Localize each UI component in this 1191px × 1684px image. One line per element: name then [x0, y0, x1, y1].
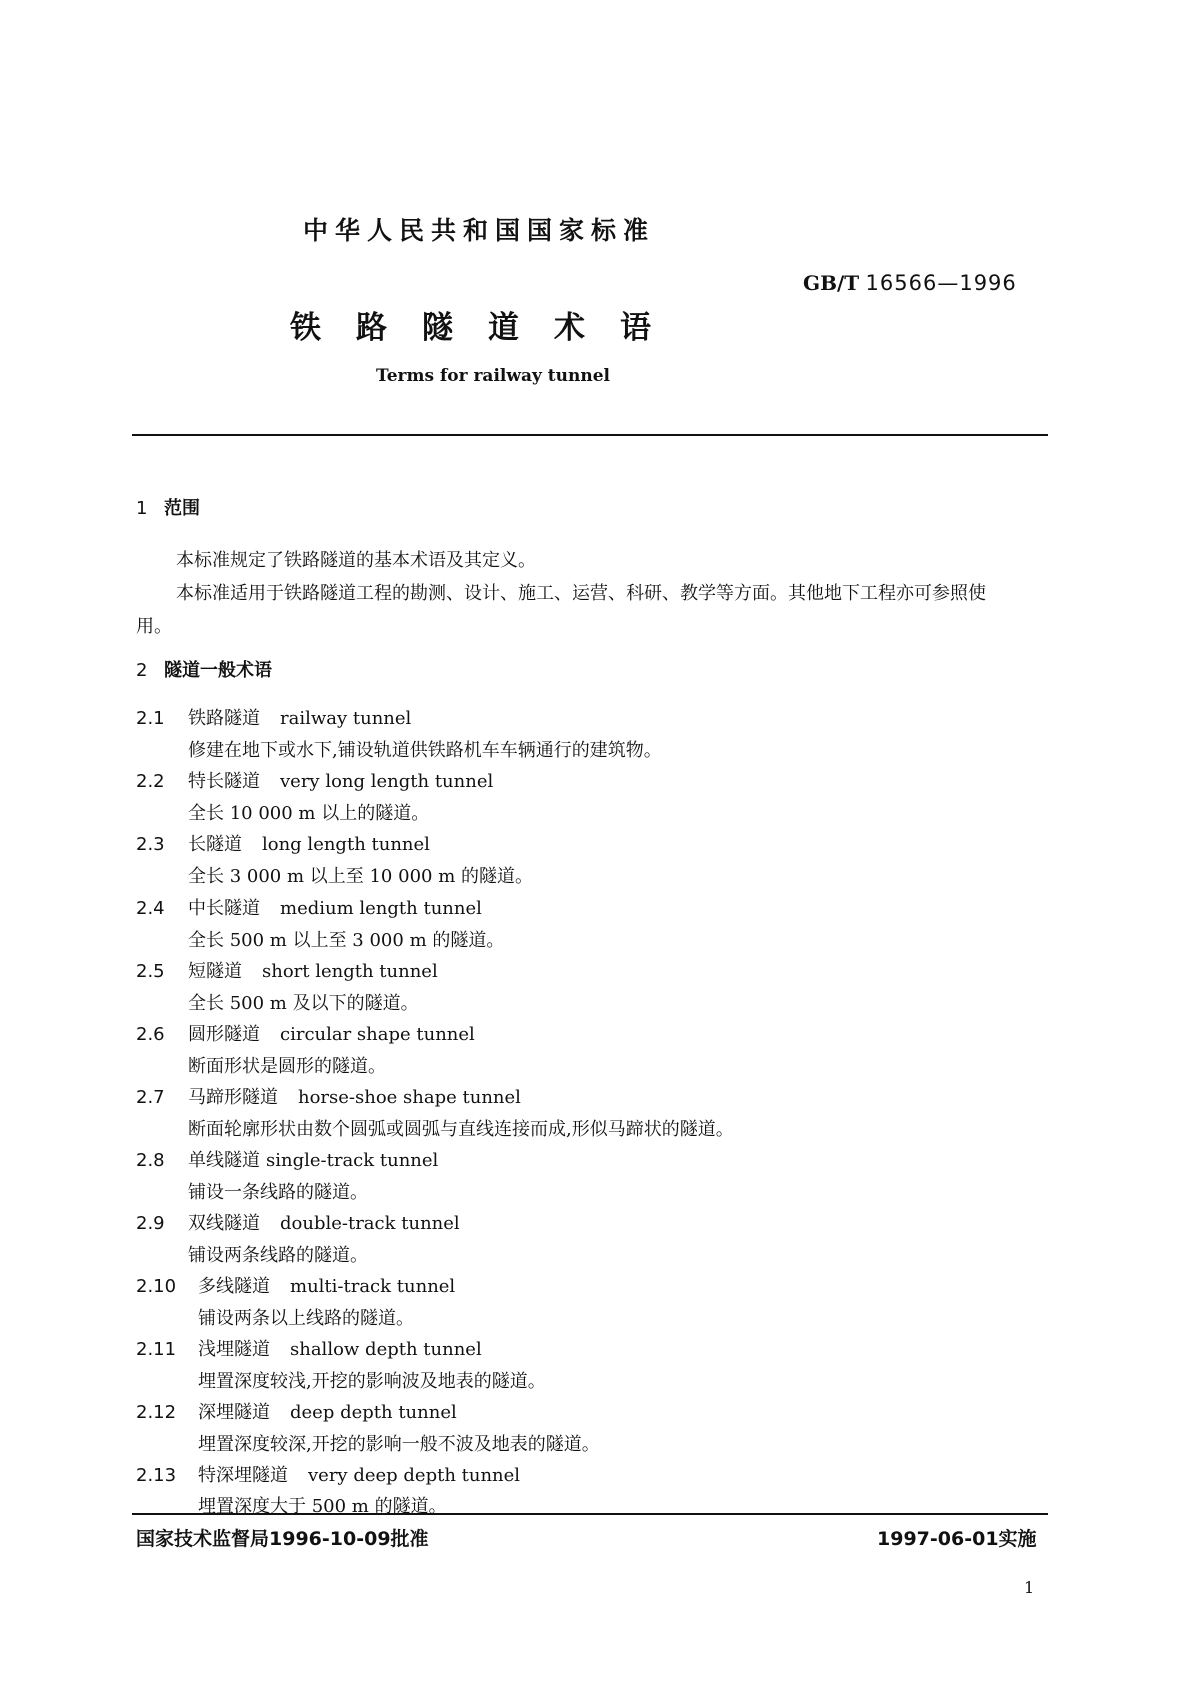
term-en: deep depth tunnel: [290, 1402, 457, 1423]
footer-divider: [132, 1513, 1048, 1515]
standard-code-prefix: GB/T: [803, 271, 860, 295]
term-definition: 全长 10 000 m 以上的隧道。: [188, 803, 430, 824]
term-en: multi-track tunnel: [290, 1276, 456, 1297]
term-entry: [136, 767, 493, 793]
term-definition: 全长 500 m 及以下的隧道。: [188, 993, 419, 1014]
effective-date: 1997-06-01实施: [877, 1528, 1037, 1550]
approval-date: 国家技术监督局1996-10-09批准: [136, 1528, 429, 1550]
standard-code: [803, 271, 1017, 295]
term-number: 2.11: [136, 1339, 177, 1360]
term-en: horse-shoe shape tunnel: [298, 1087, 521, 1108]
term-definition: 全长 500 m 以上至 3 000 m 的隧道。: [188, 930, 505, 951]
term-zh: 马蹄形隧道: [188, 1087, 278, 1108]
term-number: 2.3: [136, 834, 165, 855]
term-entry: [136, 1146, 438, 1172]
term-definition: 铺设两条线路的隧道。: [188, 1245, 368, 1266]
header-divider: [132, 434, 1048, 436]
page-number: 1: [1024, 1578, 1035, 1597]
term-entry: [136, 957, 438, 983]
term-zh: 短隧道: [188, 961, 242, 982]
term-zh: 多线隧道: [198, 1276, 270, 1297]
term-definition: 埋置深度较浅,开挖的影响波及地表的隧道。: [198, 1371, 546, 1392]
term-entry: [136, 1020, 475, 1046]
scope-paragraph-2-continuation: 用。: [136, 616, 172, 637]
term-number: 2.8: [136, 1150, 165, 1171]
term-number: 2.2: [136, 771, 165, 792]
section-number: 2: [136, 660, 148, 681]
term-number: 2.5: [136, 961, 165, 982]
term-zh: 浅埋隧道: [198, 1339, 270, 1360]
term-en: circular shape tunnel: [280, 1024, 475, 1045]
term-zh: 中长隧道: [188, 898, 260, 919]
term-en: very deep depth tunnel: [308, 1465, 521, 1486]
standard-code-number: 16566—1996: [865, 271, 1017, 295]
document-title-en: Terms for railway tunnel: [376, 366, 611, 386]
term-entry: [136, 1398, 457, 1424]
term-en: double-track tunnel: [280, 1213, 460, 1234]
section-number: 1: [136, 498, 148, 519]
term-zh: 长隧道: [188, 834, 242, 855]
term-number: 2.13: [136, 1465, 177, 1486]
term-entry: [136, 1272, 455, 1298]
scope-paragraph-1: 本标准规定了铁路隧道的基本术语及其定义。: [176, 550, 536, 571]
section-1-heading: [136, 494, 200, 520]
term-entry: [136, 1209, 460, 1235]
term-zh: 特深埋隧道: [198, 1465, 288, 1486]
term-en: railway tunnel: [280, 708, 412, 729]
term-entry: [136, 1461, 520, 1487]
term-zh: 特长隧道: [188, 771, 260, 792]
term-en: very long length tunnel: [280, 771, 494, 792]
term-definition: 埋置深度大于 500 m 的隧道。: [198, 1496, 447, 1517]
document-title-zh: 铁路隧道术语: [290, 310, 686, 346]
section-title: 范围: [164, 498, 200, 519]
term-definition: 全长 3 000 m 以上至 10 000 m 的隧道。: [188, 866, 533, 887]
term-zh: 圆形隧道: [188, 1024, 260, 1045]
national-standard-heading: 中华人民共和国国家标准: [303, 216, 656, 245]
term-number: 2.4: [136, 898, 165, 919]
term-entry: [136, 1335, 482, 1361]
term-entry: [136, 830, 430, 856]
term-definition: 埋置深度较深,开挖的影响一般不波及地表的隧道。: [198, 1434, 600, 1455]
term-zh: 铁路隧道: [188, 708, 260, 729]
term-number: 2.1: [136, 708, 165, 729]
section-title: 隧道一般术语: [164, 660, 272, 681]
term-number: 2.9: [136, 1213, 165, 1234]
term-zh: 双线隧道: [188, 1213, 260, 1234]
term-en: medium length tunnel: [280, 898, 482, 919]
term-en: single-track tunnel: [266, 1150, 439, 1171]
section-2-heading: [136, 656, 272, 682]
term-definition: 断面形状是圆形的隧道。: [188, 1056, 386, 1077]
term-definition: 铺设一条线路的隧道。: [188, 1182, 368, 1203]
term-number: 2.7: [136, 1087, 165, 1108]
term-zh: 深埋隧道: [198, 1402, 270, 1423]
term-number: 2.10: [136, 1276, 177, 1297]
term-definition: 铺设两条以上线路的隧道。: [198, 1308, 414, 1329]
scope-paragraph-2: 本标准适用于铁路隧道工程的勘测、设计、施工、运营、科研、教学等方面。其他地下工程亦可参照使: [176, 583, 986, 604]
term-entry: [136, 894, 482, 920]
term-number: 2.12: [136, 1402, 177, 1423]
term-number: 2.6: [136, 1024, 165, 1045]
term-zh: 单线隧道: [188, 1150, 260, 1171]
term-en: long length tunnel: [262, 834, 430, 855]
term-entry: [136, 1083, 521, 1109]
term-en: short length tunnel: [262, 961, 438, 982]
term-definition: 断面轮廓形状由数个圆弧或圆弧与直线连接而成,形似马蹄状的隧道。: [188, 1119, 734, 1140]
term-en: shallow depth tunnel: [290, 1339, 482, 1360]
term-definition: 修建在地下或水下,铺设轨道供铁路机车车辆通行的建筑物。: [188, 740, 662, 761]
term-entry: [136, 704, 411, 730]
